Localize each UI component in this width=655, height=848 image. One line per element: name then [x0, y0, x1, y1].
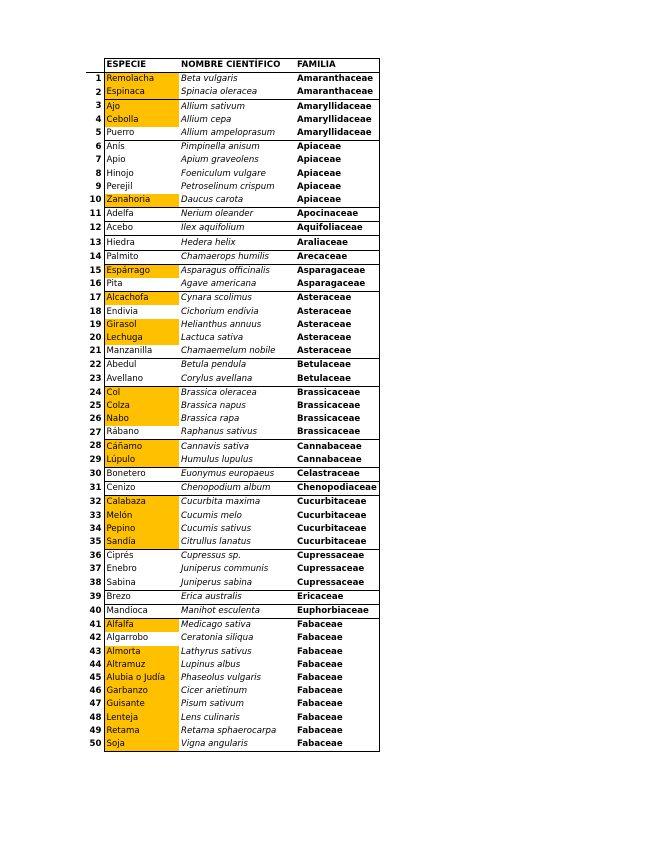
row-number: 2 — [95, 87, 102, 98]
table-row — [86, 194, 379, 208]
species-common-name: Sandía — [104, 536, 179, 550]
species-family: Cupressaceae — [295, 550, 379, 564]
table-row — [86, 440, 379, 454]
table-row — [86, 659, 379, 672]
species-family: Brassicaceae — [295, 413, 379, 426]
species-scientific-name: Pimpinella anisum — [179, 141, 295, 155]
table-row — [86, 550, 379, 564]
table-row — [86, 372, 379, 386]
species-family: Amaranthaceae — [295, 73, 379, 87]
species-family: Fabaceae — [295, 725, 379, 738]
column-header-familia: FAMILIA — [295, 59, 379, 73]
row-number: 16 — [89, 279, 102, 290]
table-row — [86, 114, 379, 127]
row-number: 14 — [89, 251, 102, 262]
species-common-name: Cáñamo — [104, 440, 179, 454]
row-number: 5 — [95, 128, 102, 139]
species-scientific-name: Corylus avellana — [181, 373, 253, 384]
row-number: 48 — [89, 712, 102, 723]
table-row — [86, 400, 379, 413]
species-common-name: Colza — [104, 400, 179, 413]
species-common-name: Espinaca — [104, 86, 179, 100]
species-common-name: Espárrago — [104, 264, 179, 278]
species-family: Brassicaceae — [295, 400, 379, 413]
species-common-name: Brezo — [104, 590, 179, 604]
row-number: 7 — [95, 155, 102, 166]
species-family: Asteraceae — [295, 305, 379, 318]
table-row — [86, 536, 379, 550]
species-scientific-name: Phaseolus vulgaris — [181, 673, 261, 684]
species-family: Apiaceae — [295, 181, 379, 194]
row-number: 22 — [89, 360, 102, 371]
row-number: 27 — [89, 427, 102, 438]
species-common-name: Alubia o Judía — [104, 672, 179, 685]
species-common-name: Altramuz — [104, 659, 179, 672]
species-scientific-name: Lens culinaris — [181, 712, 240, 723]
species-family: Cannabaceae — [295, 440, 379, 454]
row-number: 24 — [89, 387, 102, 398]
row-number: 31 — [89, 483, 102, 494]
table-row — [86, 496, 379, 510]
table-row — [86, 127, 379, 141]
species-scientific-name: Hedera helix — [179, 236, 295, 250]
species-family: Euphorbiaceae — [295, 604, 379, 618]
row-number: 3 — [95, 101, 102, 112]
species-scientific-name: Lactuca sativa — [181, 332, 244, 343]
table-row — [86, 590, 379, 604]
species-scientific-name: Agave americana — [181, 279, 257, 290]
row-number: 39 — [89, 591, 102, 602]
table-row — [86, 577, 379, 591]
species-common-name: Acebo — [104, 222, 179, 236]
row-number: 37 — [89, 564, 102, 575]
species-scientific-name: Juniperus sabina — [181, 577, 253, 588]
species-family: Asparagaceae — [295, 264, 379, 278]
row-number: 29 — [89, 455, 102, 466]
species-scientific-name: Euonymus europaeus — [179, 467, 295, 481]
species-scientific-name: Juniperus communis — [181, 564, 269, 575]
table-row — [86, 646, 379, 659]
row-number: 43 — [89, 646, 102, 657]
species-common-name: Puerro — [104, 127, 179, 141]
species-common-name: Endivia — [104, 305, 179, 318]
species-scientific-name: Cichorium endivia — [181, 306, 259, 317]
species-common-name: Avellano — [104, 372, 179, 386]
species-family: Apiaceae — [295, 167, 379, 180]
species-scientific-name: Cupressus sp. — [179, 550, 295, 564]
row-number: 10 — [89, 195, 102, 206]
table-row — [86, 725, 379, 738]
row-number: 36 — [89, 550, 102, 561]
row-number-header — [86, 59, 104, 73]
species-family: Cucurbitaceae — [295, 523, 379, 536]
species-common-name: Lenteja — [104, 712, 179, 725]
species-scientific-name: Ceratonia siliqua — [181, 633, 254, 644]
species-family: Amaryllidaceae — [295, 100, 379, 114]
row-number: 47 — [89, 699, 102, 710]
species-scientific-name: Allium cepa — [181, 114, 232, 125]
species-family: Cucurbitaceae — [295, 496, 379, 510]
row-number: 44 — [89, 659, 102, 670]
species-common-name: Perejil — [104, 181, 179, 194]
species-scientific-name: Asparagus officinalis — [179, 264, 295, 278]
species-family: Fabaceae — [295, 619, 379, 633]
species-common-name: Ajo — [104, 100, 179, 114]
table-row — [86, 181, 379, 194]
species-family: Fabaceae — [295, 672, 379, 685]
row-number: 34 — [89, 523, 102, 534]
species-common-name: Palmito — [104, 250, 179, 264]
species-common-name: Manzanilla — [104, 345, 179, 359]
species-family: Araliaceae — [295, 236, 379, 250]
species-family: Cupressaceae — [295, 577, 379, 591]
row-number: 33 — [89, 510, 102, 521]
table-row — [86, 332, 379, 345]
species-family: Arecaceae — [295, 250, 379, 264]
row-number: 50 — [89, 739, 102, 750]
species-family: Betulaceae — [295, 372, 379, 386]
species-common-name: Lúpulo — [104, 454, 179, 468]
species-common-name: Melón — [104, 510, 179, 523]
species-common-name: Almorta — [104, 646, 179, 659]
table-row — [86, 698, 379, 711]
species-scientific-name: Apium graveolens — [181, 155, 259, 166]
species-scientific-name: Medicago sativa — [179, 619, 295, 633]
species-family: Amaranthaceae — [295, 86, 379, 100]
table-row — [86, 305, 379, 318]
row-number: 8 — [95, 168, 102, 179]
species-family: Ericaceae — [295, 590, 379, 604]
table-row — [86, 86, 379, 100]
species-family: Fabaceae — [295, 712, 379, 725]
row-number: 41 — [89, 619, 102, 630]
species-scientific-name: Chamaerops humilis — [179, 250, 295, 264]
species-common-name: Pepino — [104, 523, 179, 536]
table-row — [86, 359, 379, 373]
row-number: 49 — [89, 725, 102, 736]
species-scientific-name: Erica australis — [179, 590, 295, 604]
species-scientific-name: Cucumis sativus — [181, 523, 252, 534]
table-row — [86, 712, 379, 725]
species-family: Apiaceae — [295, 154, 379, 167]
species-family: Cucurbitaceae — [295, 536, 379, 550]
species-scientific-name: Helianthus annuus — [181, 319, 262, 330]
row-number: 11 — [89, 209, 102, 220]
species-family: Fabaceae — [295, 698, 379, 711]
species-family: Brassicaceae — [295, 426, 379, 440]
species-family: Celastraceae — [295, 467, 379, 481]
row-number: 35 — [89, 537, 102, 548]
species-family: Brassicaceae — [295, 386, 379, 400]
table-row — [86, 167, 379, 180]
row-number: 26 — [89, 414, 102, 425]
table-row — [86, 619, 379, 633]
table-row — [86, 236, 379, 250]
species-common-name: Calabaza — [104, 496, 179, 510]
row-number: 45 — [89, 673, 102, 684]
row-number: 18 — [89, 306, 102, 317]
table-row — [86, 413, 379, 426]
species-common-name: Alfalfa — [104, 619, 179, 633]
species-common-name: Hiedra — [104, 236, 179, 250]
species-common-name: Garbanzo — [104, 685, 179, 698]
species-family: Fabaceae — [295, 685, 379, 698]
species-common-name: Alcachofa — [104, 292, 179, 306]
table-row — [86, 319, 379, 332]
species-scientific-name: Spinacia oleracea — [181, 87, 258, 98]
species-scientific-name: Cucumis melo — [181, 510, 242, 521]
species-common-name: Soja — [104, 738, 179, 752]
species-common-name: Sabina — [104, 577, 179, 591]
table-row — [86, 250, 379, 264]
species-scientific-name: Vigna angularis — [179, 738, 295, 752]
species-common-name: Guisante — [104, 698, 179, 711]
species-scientific-name: Foeniculum vulgare — [181, 168, 266, 179]
table-row — [86, 278, 379, 292]
species-family: Chenopodiaceae — [295, 482, 379, 496]
species-family: Fabaceae — [295, 659, 379, 672]
species-scientific-name: Lupinus albus — [181, 659, 241, 670]
species-common-name: Adelfa — [104, 208, 179, 222]
row-number: 9 — [95, 181, 102, 192]
species-family: Apiaceae — [295, 141, 379, 155]
row-number: 19 — [89, 319, 102, 330]
species-scientific-name: Cicer arietinum — [181, 686, 248, 697]
species-common-name: Remolacha — [104, 73, 179, 87]
species-scientific-name: Retama sphaerocarpa — [181, 725, 277, 736]
species-family: Cupressaceae — [295, 563, 379, 576]
table-row — [86, 100, 379, 114]
species-common-name: Rábano — [104, 426, 179, 440]
species-scientific-name: Citrullus lanatus — [181, 537, 251, 547]
species-scientific-name: Brassica oleracea — [179, 386, 295, 400]
table-row — [86, 510, 379, 523]
table-row — [86, 482, 379, 496]
table-row — [86, 685, 379, 698]
species-scientific-name: Chenopodium album — [179, 482, 295, 496]
species-scientific-name: Pisum sativum — [181, 699, 245, 710]
table-row — [86, 141, 379, 155]
species-family: Aquifoliaceae — [295, 222, 379, 236]
column-header-nombre-cientifico: NOMBRE CIENTÍFICO — [179, 59, 295, 73]
row-number: 20 — [89, 332, 102, 343]
species-common-name: Pita — [104, 278, 179, 292]
species-scientific-name: Ilex aquifolium — [179, 222, 295, 236]
row-number: 23 — [89, 373, 102, 384]
table-row — [86, 154, 379, 167]
species-common-name: Apio — [104, 154, 179, 167]
species-common-name: Mandioca — [104, 604, 179, 618]
species-scientific-name: Chamaemelum nobile — [181, 346, 276, 357]
species-common-name: Zanahoria — [104, 194, 179, 208]
species-family: Cannabaceae — [295, 454, 379, 468]
species-family: Asteraceae — [295, 292, 379, 306]
row-number: 6 — [95, 141, 102, 152]
row-number: 30 — [89, 468, 102, 479]
species-table — [86, 58, 380, 752]
row-number: 1 — [95, 74, 102, 85]
species-scientific-name: Cynara scolimus — [179, 292, 295, 306]
species-scientific-name: Petroselinum crispum — [181, 181, 275, 192]
row-number: 21 — [89, 346, 102, 357]
species-family: Fabaceae — [295, 646, 379, 659]
table-row — [86, 264, 379, 278]
table-row — [86, 454, 379, 468]
table-row — [86, 73, 379, 87]
table-row — [86, 222, 379, 236]
species-scientific-name: Cucurbita maxima — [179, 496, 295, 510]
row-number: 46 — [89, 686, 102, 697]
species-common-name: Algarrobo — [104, 632, 179, 645]
row-number: 12 — [89, 223, 102, 234]
species-scientific-name: Allium ampeloprasum — [181, 127, 276, 138]
species-scientific-name: Beta vulgaris — [181, 74, 238, 85]
species-scientific-name: Nerium oleander — [179, 208, 295, 222]
row-number: 15 — [89, 265, 102, 276]
column-header-especie: ESPECIE — [104, 59, 179, 73]
species-scientific-name: Daucus carota — [181, 194, 244, 205]
species-common-name: Ciprés — [104, 550, 179, 564]
species-common-name: Girasol — [104, 319, 179, 332]
species-common-name: Hinojo — [104, 167, 179, 180]
species-common-name: Abedul — [104, 359, 179, 373]
row-number: 28 — [89, 441, 102, 452]
species-family: Amaryllidaceae — [295, 127, 379, 141]
species-family: Amaryllidaceae — [295, 114, 379, 127]
table-row — [86, 632, 379, 645]
row-number: 17 — [89, 293, 102, 304]
species-common-name: Retama — [104, 725, 179, 738]
row-number: 42 — [89, 633, 102, 644]
row-number: 4 — [95, 114, 102, 125]
species-family: Asparagaceae — [295, 278, 379, 292]
species-common-name: Nabo — [104, 413, 179, 426]
species-family: Apocinaceae — [295, 208, 379, 222]
row-number: 32 — [89, 497, 102, 508]
species-common-name: Lechuga — [104, 332, 179, 345]
row-number: 38 — [89, 577, 102, 588]
row-number: 40 — [89, 606, 102, 617]
species-common-name: Anís — [104, 141, 179, 155]
table-row — [86, 563, 379, 576]
header-row — [86, 59, 379, 73]
species-scientific-name: Betula pendula — [179, 359, 295, 373]
table-row — [86, 345, 379, 359]
species-scientific-name: Brassica napus — [181, 400, 246, 411]
species-family: Asteraceae — [295, 319, 379, 332]
table-row — [86, 738, 379, 752]
species-common-name: Cenizo — [104, 482, 179, 496]
species-scientific-name: Raphanus sativus — [181, 427, 258, 438]
species-family: Apiaceae — [295, 194, 379, 208]
species-family: Asteraceae — [295, 345, 379, 359]
species-scientific-name: Brassica rapa — [181, 414, 240, 425]
species-common-name: Col — [104, 386, 179, 400]
table-row — [86, 386, 379, 400]
table-row — [86, 292, 379, 306]
table-row — [86, 467, 379, 481]
species-family: Betulaceae — [295, 359, 379, 373]
species-common-name: Bonetero — [104, 467, 179, 481]
row-number: 25 — [89, 400, 102, 411]
species-common-name: Cebolla — [104, 114, 179, 127]
species-family: Asteraceae — [295, 332, 379, 345]
species-scientific-name: Manihot esculenta — [179, 604, 295, 618]
row-number: 13 — [89, 237, 102, 248]
species-common-name: Enebro — [104, 563, 179, 576]
table-row — [86, 523, 379, 536]
species-family: Cucurbitaceae — [295, 510, 379, 523]
table-row — [86, 208, 379, 222]
species-scientific-name: Cannavis sativa — [179, 440, 295, 454]
table-row — [86, 604, 379, 618]
table-row — [86, 672, 379, 685]
species-family: Fabaceae — [295, 632, 379, 645]
species-family: Fabaceae — [295, 738, 379, 752]
species-scientific-name: Lathyrus sativus — [181, 646, 252, 657]
table-row — [86, 426, 379, 440]
species-scientific-name: Allium sativum — [179, 100, 295, 114]
species-scientific-name: Humulus lupulus — [181, 454, 253, 465]
